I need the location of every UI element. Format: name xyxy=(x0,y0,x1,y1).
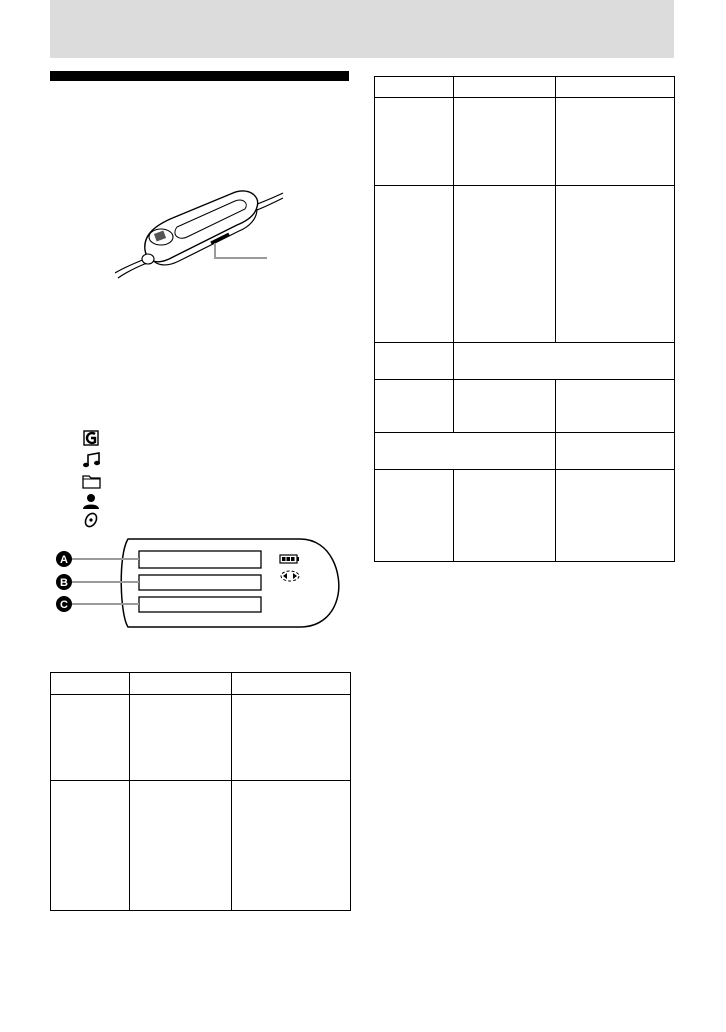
table-cell xyxy=(556,77,675,98)
table-right xyxy=(374,76,675,562)
table-row xyxy=(51,781,351,911)
table-row xyxy=(375,77,675,98)
table-cell xyxy=(51,673,130,695)
table-cell xyxy=(454,380,556,433)
table-row xyxy=(375,380,675,433)
table-cell xyxy=(454,470,556,562)
table-cell xyxy=(375,98,454,186)
table-cell xyxy=(232,673,351,695)
table-cell xyxy=(130,673,232,695)
table-row xyxy=(375,186,675,343)
table-cell xyxy=(556,470,675,562)
remote-control-illustration xyxy=(115,185,285,280)
svg-text:B: B xyxy=(60,577,68,589)
table-cell xyxy=(375,77,454,98)
table-row xyxy=(375,343,675,380)
table-cell xyxy=(556,186,675,343)
table-cell xyxy=(556,98,675,186)
table-cell xyxy=(51,695,130,781)
table-cell xyxy=(51,781,130,911)
table-cell xyxy=(375,433,556,470)
table-cell xyxy=(375,470,454,562)
table-cell xyxy=(375,186,454,343)
table-cell xyxy=(454,186,556,343)
page-header-band xyxy=(50,0,674,58)
table-row xyxy=(375,470,675,562)
svg-text:C: C xyxy=(60,599,68,611)
table-left xyxy=(50,672,351,911)
table-row xyxy=(51,673,351,695)
artist-icon xyxy=(80,493,102,509)
table-cell xyxy=(130,695,232,781)
svg-text:A: A xyxy=(60,554,68,566)
table-cell xyxy=(232,695,351,781)
table-cell xyxy=(556,380,675,433)
track-icon xyxy=(80,452,102,468)
table-cell xyxy=(454,98,556,186)
table-row xyxy=(51,695,351,781)
section-heading-bar xyxy=(50,71,349,81)
table-row xyxy=(375,433,675,470)
album-icon xyxy=(80,512,102,528)
display-panel-illustration xyxy=(50,535,350,632)
table-cell xyxy=(454,77,556,98)
table-row xyxy=(375,98,675,186)
table-cell xyxy=(375,343,454,380)
folder-icon xyxy=(80,473,102,489)
group-icon xyxy=(80,430,102,446)
table-cell xyxy=(130,781,232,911)
table-cell xyxy=(232,781,351,911)
table-cell xyxy=(556,433,675,470)
table-cell xyxy=(454,343,675,380)
table-cell xyxy=(375,380,454,433)
